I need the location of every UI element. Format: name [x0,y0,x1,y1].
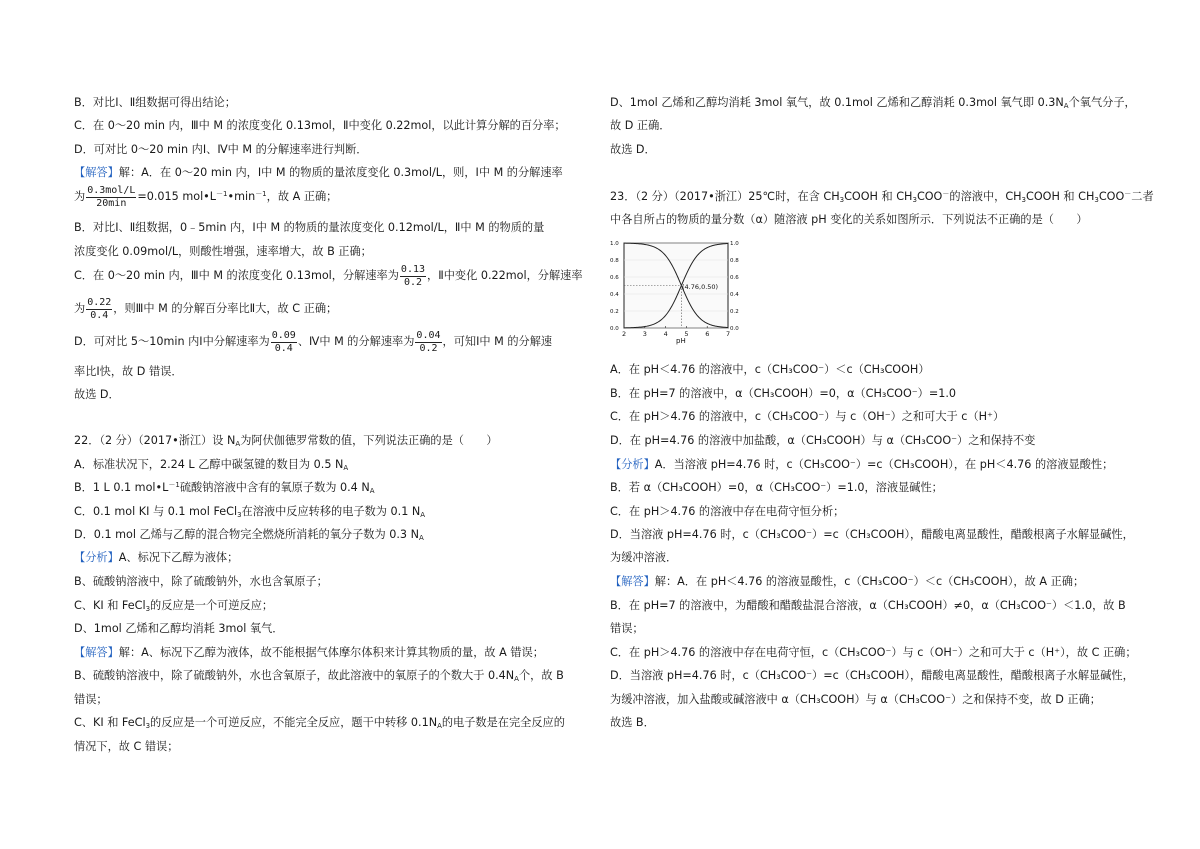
text-line: 故选 B． [610,716,655,729]
y-tick-label-left: 0.4 [610,292,619,298]
figure-svg [610,240,750,346]
text-line: 浓度变化 0.09mol/L，则酸性增强，速率增大，故 B 正确； [74,245,372,258]
text-line-fraction: 为 $\frac{\text{0.3mol/L}}{20\min}$ =0.015 $mol•L^{-1}•\min^{-1}$，故 A 正确； [74,184,338,209]
text-line-fraction: D．可对比 5～10min 内Ⅰ中分解速率为 $\frac{0.09}{0.4}$ 、Ⅳ中 M 的分解速率为 $\frac{0.04}{0.2}$ ，可知Ⅰ中 M 的分解速 [74,329,553,354]
question-23: 23．（2 分）（2017•浙江）25℃时，在含 $CH_3COOH$ 和 $CH_3COO^-$的溶液中，$CH_3COOH$ 和 $CH_3COO^-$二者 [610,190,1154,204]
text-line: 【解答】解：A、标况下乙醇为液体，故不能根据气体摩尔体积来计算其物质的量，故 A 错误； [74,646,544,659]
text-line: B．在 pH=7 的溶液中，为醋酸和醋酸盐混合溶液，α（CH₃COOH）≠0，α（CH₃COO⁻）＜1.0，故 B [610,599,1126,612]
text-line: C．在 pH＞4.76 的溶液中存在电荷守恒，c（CH₃COO⁻）与 c（OH⁻）之和可大于 c（H⁺），故 C 正确； [610,646,1137,659]
y-tick-label-right: 0.4 [730,292,739,298]
text-line: B、硫酸钠溶液中，除了硫酸钠外，水也含氧原子； [74,575,328,588]
text-line: C．在 0～20 min 内，Ⅲ中 M 的浓度变化 0.13mol，Ⅱ中变化 0.22mol，以此计算分解的百分率； [74,119,566,132]
y-tick-label-right: 0.0 [730,326,739,332]
option-d: D．在 pH=4.76 的溶液中加盐酸，α（CH₃COOH）与 α（CH₃COO⁻）之和保持不变 [610,434,1036,447]
y-tick-label-right: 0.8 [730,258,739,264]
text-line: 中各自所占的物质的量分数（α）随溶液 pH 变化的关系如图所示．下列说法不正确的是（ ） [610,213,1088,226]
y-tick-label-left: 0.0 [610,326,619,332]
text-line: B．若 α（CH₃COOH）=0，α（CH₃COO⁻）=1.0，溶液显碱性； [610,481,943,494]
option-c: C．在 pH＞4.76 的溶液中，c（CH₃COO⁻）与 c（OH⁻）之和可大于 c（H⁺） [610,410,1005,423]
fraction: $\frac{\text{0.3mol/L}}{20\min}$ [87,184,136,209]
text-line: 为缓冲溶液． [610,551,678,564]
x-axis-label: pH [676,337,686,345]
analysis-tag: 【分析】 [74,551,119,564]
text-line: 情况下，故 C 错误； [74,740,179,753]
y-tick-label-right: 1.0 [730,241,739,247]
option-d: D．0.1 mol 乙烯与乙醇的混合物完全燃烧所消耗的氧分子数为 0.3 $N_A$ [74,528,424,542]
x-tick-label: 3 [642,330,647,338]
fraction: $\frac{0.22}{0.4}$ [87,296,112,321]
text-line: 为缓冲溶液，加入盐酸或碱溶液中 α（CH₃COOH）与 α（CH₃COO⁻）之和保持不变，故 D 正确； [610,693,1101,706]
fraction: $\frac{0.04}{0.2}$ [416,329,441,354]
option-b: B．1 L 0.1 $mol•L^{-1}$硫酸钠溶液中含有的氧原子数为 0.4 $N_A$ [74,481,375,495]
text-line: 【解答】解：A．在 0～20 min 内，Ⅰ中 M 的物质的量浓度变化 0.3mol/L，则，Ⅰ中 M 的分解速率 [74,166,563,179]
answer-tag: 【解答】 [74,166,119,179]
text-line: D、1mol 乙烯和乙醇均消耗 3mol 氧气，故 0.1mol 乙烯和乙醇消耗 0.3mol 氧气即 $0.3N_A$个氧气分子， [610,96,1136,110]
x-tick-label: 4 [663,330,668,338]
text-line: D．可对比 0～20 min 内Ⅰ、Ⅳ中 M 的分解速率进行判断． [74,143,368,156]
answer-tag: 【解答】 [74,646,119,659]
text-line: D．当溶液 pH=4.76 时，c（CH₃COO⁻）=c（CH₃COOH），醋酸电离显酸性，醋酸根离子水解显碱性， [610,669,1134,682]
text-line-fraction: 为 $\frac{0.22}{0.4}$ ，则Ⅲ中 M 的分解百分率比Ⅱ大，故 C 正确； [74,296,338,321]
text-line: 【解答】解：A．在 pH＜4.76 的溶液显酸性，c（CH₃COO⁻）＜c（CH₃COOH），故 A 正确； [610,575,1085,588]
text-line: D、1mol 乙烯和乙醇均消耗 3mol 氧气． [74,622,284,635]
x-tick-label: 6 [705,330,710,338]
text-line: B．对比Ⅰ、Ⅱ组数据，0﹣5min 内，Ⅰ中 M 的物质的量浓度变化 0.12mol/L，Ⅱ中 M 的物质的量 [74,221,545,234]
text-line-fraction: C．在 0～20 min 内，Ⅲ中 M 的浓度变化 0.13mol，分解速率为 $\frac{0.13}{0.2}$ ，Ⅱ中变化 0.22mol，分解速率 [74,263,583,288]
y-tick-label-right: 0.2 [730,309,739,315]
analysis-tag: 【分析】 [610,458,655,471]
alpha-ph-figure [610,240,750,349]
fraction: $\frac{0.13}{0.2}$ [400,263,426,288]
option-b: B．在 pH=7 的溶液中，α（CH₃COOH）=0，α（CH₃COO⁻）=1.0 [610,387,957,400]
question-22: 22．（2 分）（2017•浙江）设 $N_A$为阿伏伽德罗常数的值，下列说法正确的是（ ） [74,434,498,448]
text-line: 故 D 正确． [610,119,671,132]
y-tick-label-right: 0.6 [730,275,739,281]
analysis-line: 【分析】A、标况下乙醇为液体； [74,551,239,564]
point-label: (4.76,0.50) [682,283,719,291]
x-tick-label: 2 [622,330,627,338]
text-line: B、硫酸钠溶液中，除了硫酸钠外，水也含氧原子，故此溶液中的氧原子的个数大于 $0.4N_A$个，故 B [74,669,564,683]
text-line: 率比Ⅰ快，故 D 错误． [74,365,183,378]
text-line: 错误； [610,622,644,635]
answer-tag: 【解答】 [610,575,655,588]
analysis-line: 【分析】A．当溶液 pH=4.76 时，c（CH₃COO⁻）=c（CH₃COOH），在 pH＜4.76 的溶液显酸性； [610,458,1114,471]
fraction: $\frac{0.09}{0.4}$ [271,329,296,354]
option-a: A．在 pH＜4.76 的溶液中，c（CH₃COO⁻）＜c（CH₃COOH） [610,363,930,376]
x-tick-label: 7 [726,330,731,338]
y-tick-label-left: 1.0 [610,241,619,247]
y-tick-label-left: 0.6 [610,275,619,281]
text-line: C、KI 和 FeCl$_3$的反应是一个可逆反应； [74,599,274,613]
text-line: 故选 D． [74,388,120,401]
text-line: 故选 D． [610,143,656,156]
x-tick-label: 5 [684,330,689,338]
text-line: 错误； [74,693,108,706]
y-tick-label-left: 0.8 [610,258,619,264]
text-line: C、KI 和 FeCl$_3$的反应是一个可逆反应，不能完全反应，题干中转移 $0.1N_A$的电子数是在完全反应的 [74,716,565,730]
text-line: B．对比Ⅰ、Ⅱ组数据可得出结论； [74,96,236,109]
option-c: C．0.1 mol KI 与 0.1 mol FeCl$_3$在溶液中反应转移的电子数为 0.1 $N_A$ [74,505,426,519]
text-line: D．当溶液 pH=4.76 时，c（CH₃COO⁻）=c（CH₃COOH），醋酸电离显酸性，醋酸根离子水解显碱性， [610,528,1134,541]
y-tick-label-left: 0.2 [610,309,619,315]
option-a: A．标准状况下，2.24 L 乙醇中碳氢键的数目为 0.5 $N_A$ [74,458,349,472]
text-line: C．在 pH＞4.76 的溶液中存在电荷守恒分析； [610,505,845,518]
